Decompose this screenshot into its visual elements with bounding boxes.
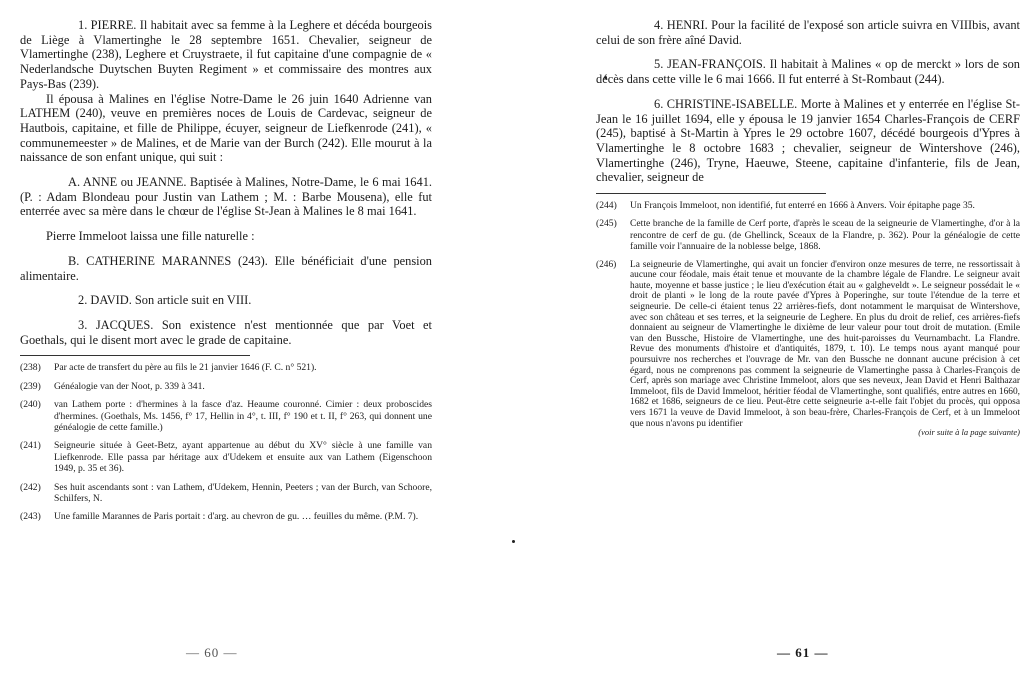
footnote-243: (243) Une famille Marannes de Paris portait : d'arg. au chevron de gu. … feuilles du même. (P.M. 7). xyxy=(20,511,419,523)
footnote-238: (238) Par acte de transfert du père au fils le 21 janvier 1646 (F. C. n° 521). xyxy=(20,362,317,374)
para-marriage: Il épousa à Malines en l'église Notre-Dame le 26 juin 1640 Adrienne van LATHEM (240), veuve en premières noces de Louis de Cardevac, seigneur de Hautbois, capitaine, et fille de Philippe, écuyer, seigneur de Liefkenrode (241), « communemeester » de Malines, et de Marie van der Burch (242). Elle mourut à la naissance de son enfant unique, qui suit : xyxy=(20,91,432,165)
para-catherine: B. CATHERINE MARANNES (243). Elle bénéficiait d'une pension alimentaire. xyxy=(20,253,432,283)
para-natural-daughter: Pierre Immeloot laissa une fille naturelle : xyxy=(46,229,255,244)
footnote-244: (244) Un François Immeloot, non identifié, fut enterré en 1666 à Anvers. Voir épitaphe page 35. xyxy=(596,200,975,212)
continuation-note: (voir suite à la page suivante) xyxy=(918,427,1020,438)
right-page xyxy=(512,0,1024,682)
para-anne: A. ANNE ou JEANNE. Baptisée à Malines, Notre-Dame, le 6 mai 1641. (P. : Adam Blondeau pour Justin van Lathem ; M. : Barbe Mousena), elle fut enterrée avec sa mère dans le chœur de l'église St-Jean à Malines le 8 mai 1641. xyxy=(20,175,432,219)
para-jean-francois: 5. JEAN-FRANÇOIS. Il habitait à Malines « op de merckt » lors de son décès dans cette ville le 6 mai 1666. Il fut enterré à St-Rombaut (244). xyxy=(596,57,1020,87)
page-number-left: — 60 — xyxy=(186,645,238,660)
footnote-246: (246) La seigneurie de Vlamertinghe, qui avait un foncier d'environ onze mesures de terre, ne ressortissait à aucune cour féodale, mais était tenue et mouvante de la chambre légale de Flandre. Le seigneur avait haute, moyenne et basse justice ; le lieu d'exécution était au « galgheveldt ». Le seigneur possédait le « droit de planti » le long de la route pavée d'Ypres à Poperinghe, sur toute l'étendue de la terre et seigneurie. De celle-ci étaient tenus 22 arrières-fiefs, dont notamment le marquisat de Wintershove, avec son château et ses terres, et la seigneurie de Leghere. En plus du droit de relief, ces arrières-fiefs donnaient au seigneur de Vlamertinghe le dixième de leur valeur pour tout droit de mutation. (Emile van den Bussche, Histoire de Vlamertinghe, une des huit-paroisses du Veurnambacht. La Flandre. Revue des monuments d'histoire et d'antiquités, 1879, t. 10). Le temps nous ayant manqué pour poursuivre nos recherches et l'ouvrage de Mr. van den Bussche ne donnant aucune précision à cet égard, nous ne comprenons pas comment la seigneurie de Vlamertinghe passa à Charles-François de Cerf, après son mariage avec Christine Immeloot, alors que ses neveux, Jean David et Henri Balthazar Immeloot, fils de David Immeloot, héritier féodal de Vlamertinghe, sont qualifiés, entre autres en 1660, 1682 et 1686, seigneurs de ce lieu. Peut-être cette seigneurie a-t-elle fait l'objet du procès, qui opposa vers 1671 la veuve de David Immeloot, à son beau-frère, Charles-François de Cerf, et à un Immeloot que nous n'avons pu identifier xyxy=(596,259,1020,429)
speck-mark xyxy=(512,540,515,543)
para-pierre: 1. PIERRE. Il habitait avec sa femme à la Leghere et décéda bourgeois de Liège à Vlamertinghe le 28 septembre 1651. Chevalier, seigneur de Vlamertinghe (238), Leghere et Cruystraete, il fut capitaine d'une compagnie de « Nederlandsche Duytschen Buyten Regiment » et commissaire des montres aux Pays-Bas (239). xyxy=(20,18,432,91)
footnote-divider xyxy=(20,355,250,356)
footnote-divider xyxy=(596,193,826,194)
para-christine-isabelle: 6. CHRISTINE-ISABELLE. Morte à Malines et y enterrée en l'église St-Jean le 16 juillet 1694, elle y épousa le 19 janvier 1654 Charles-François de CERF (245), baptisé à St-Martin à Ypres le 29 octobre 1607, décédé bourgeois d'Ypres à Vlamertinghe le 8 octobre 1683 ; chevalier, seigneur de Wintershove (246), Vlamertinghe (246), Tryne, Haeuwe, Steene, capitaine d'infanterie, fils de Jean, chevalier, seigneur de xyxy=(596,96,1020,185)
para-jacques: 3. JACQUES. Son existence n'est mentionnée que par Voet et Goethals, qui le disent mort avec le grade de capitaine. xyxy=(20,317,432,347)
footnote-242: (242) Ses huit ascendants sont : van Lathem, d'Udekem, Hennin, Peeters ; van der Burch, van Schoore, Schilfers, N. xyxy=(20,481,432,505)
para-henri: 4. HENRI. Pour la facilité de l'exposé son article suivra en VIIIbis, avant celui de son frère aîné David. xyxy=(596,18,1020,47)
page-number-right: — 61 — xyxy=(777,645,829,660)
para-david: 2. DAVID. Son article suit en VIII. xyxy=(78,293,252,308)
left-text-column xyxy=(20,18,432,530)
footnote-245: (245) Cette branche de la famille de Cerf porte, d'après le sceau de la seigneurie de Vlamertinghe, d'or à la rencontre de cerf de gu. (de Ghellinck, Sceaux de la Flandre, p. 362). Pour la généalogie de cette famille voir l'annuaire de la noblesse belge, 1868. xyxy=(596,218,1020,253)
footnote-239: (239) Généalogie van der Noot, p. 339 à 341. xyxy=(20,380,205,392)
right-text-column xyxy=(596,18,1020,437)
footnote-241: (241) Seigneurie située à Geet-Betz, ayant appartenue au début du XV° siècle à une famille van Liefkenrode. Elle passa par héritage aux d'Udekem et ensuite aux van Lathem (Eigenschoon 1949, p. 35 et 36). xyxy=(20,440,432,475)
footnote-240: (240) van Lathem porte : d'hermines à la fasce d'az. Heaume couronné. Cimier : deux proboscides d'hermines. (Goethals, Ms. 1456, f° 17, Hellin in 4°, t. III, f° 190 et t. II, f° 263, qui donnent une généalogie de cette famille.) xyxy=(20,399,432,433)
